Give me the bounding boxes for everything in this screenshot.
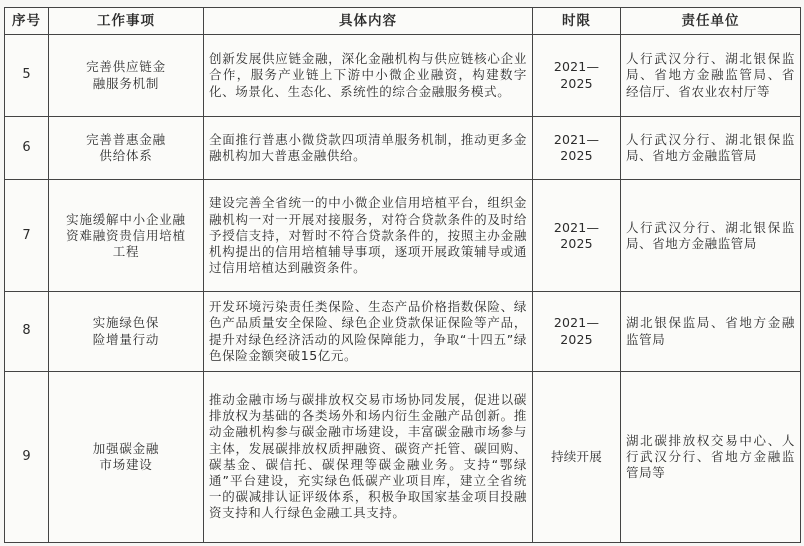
row-content: 开发环境污染责任类保险、生态产品价格指数保险、绿色产品质量安全保险、绿色企业贷款保证保险等产品，提升对绿色经济活动的风险保障能力，争取“十四五”绿色保险金额突破15亿元。 — [204, 292, 533, 371]
row-no: 9 — [5, 371, 49, 542]
row-content: 推动金融市场与碳排放权交易市场协同发展，促进以碳排放权为基础的各类场外和场内衍生金融产品创新。推动金融机构参与碳金融市场建设，丰富碳金融市场参与主体，发展碳排放权质押融资、碳资产托管、碳回购、碳基金、碳信托、碳保理等碳金融业务。支持“鄂绿通”平台建设，充实绿色低碳产业项目库，建立全省统一的碳减排认证评级体系，积极争取国家基金项目投融资支持和人行绿色金融工具支持。 — [204, 371, 533, 542]
row-no: 7 — [5, 180, 49, 292]
row-no: 6 — [5, 117, 49, 180]
row-unit: 湖北银保监局、省地方金融监管局 — [621, 292, 801, 371]
row-period: 2021—2025 — [533, 180, 621, 292]
row-item: 完善供应链金融服务机制 — [49, 35, 204, 117]
header-unit: 责任单位 — [621, 8, 801, 35]
header-period: 时限 — [533, 8, 621, 35]
row-item: 实施缓解中小企业融资难融资贵信用培植工程 — [49, 180, 204, 292]
row-period: 2021—2025 — [533, 35, 621, 117]
table-row — [5, 180, 801, 292]
row-item: 加强碳金融市场建设 — [49, 371, 204, 542]
row-unit: 湖北碳排放权交易中心、人行武汉分行、省地方金融监管局等 — [621, 371, 801, 542]
header-item: 工作事项 — [49, 8, 204, 35]
row-unit: 人行武汉分行、湖北银保监局、省地方金融监管局、省经信厅、省农业农村厅等 — [621, 35, 801, 117]
work-items-table — [4, 7, 801, 543]
row-period: 持续开展 — [533, 371, 621, 542]
table-header-row — [5, 8, 801, 35]
table-row — [5, 371, 801, 542]
row-content: 建设完善全省统一的中小微企业信用培植平台，组织金融机构一对一开展对接服务，对符合贷款条件的及时给予授信支持，对暂时不符合贷款条件的，按照主办金融机构提出的信用培植辅导事项，逐项开展政策辅导或通过信用培植达到融资条件。 — [204, 180, 533, 292]
header-no: 序号 — [5, 8, 49, 35]
row-period: 2021—2025 — [533, 117, 621, 180]
row-content: 全面推行普惠小微贷款四项清单服务机制，推动更多金融机构加大普惠金融供给。 — [204, 117, 533, 180]
row-no: 8 — [5, 292, 49, 371]
table-row — [5, 117, 801, 180]
table-row — [5, 35, 801, 117]
row-no: 5 — [5, 35, 49, 117]
row-period: 2021—2025 — [533, 292, 621, 371]
row-item: 完善普惠金融供给体系 — [49, 117, 204, 180]
header-content: 具体内容 — [204, 8, 533, 35]
table-row — [5, 292, 801, 371]
row-unit: 人行武汉分行、湖北银保监局、省地方金融监管局 — [621, 117, 801, 180]
row-content: 创新发展供应链金融，深化金融机构与供应链核心企业合作，服务产业链上下游中小微企业融资，构建数字化、场景化、生态化、系统性的综合金融服务模式。 — [204, 35, 533, 117]
row-unit: 人行武汉分行、湖北银保监局、省地方金融监管局 — [621, 180, 801, 292]
policy-table-page — [4, 7, 800, 543]
row-item: 实施绿色保险增量行动 — [49, 292, 204, 371]
